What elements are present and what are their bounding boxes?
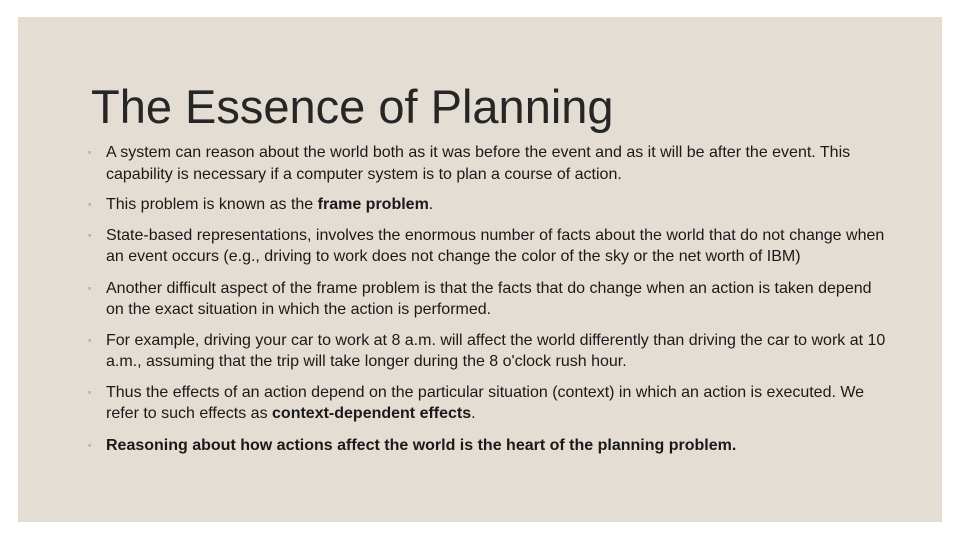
bullet-marker-icon: ◦ xyxy=(88,199,92,209)
bullet-list xyxy=(88,142,888,465)
bullet-marker-icon: ◦ xyxy=(88,147,92,157)
bullet-item xyxy=(88,278,888,321)
bullet-item xyxy=(88,330,888,373)
bullet-text: Thus the effects of an action depend on the particular situation (context) in which an action is executed. We refer to such effects as xyxy=(106,383,865,422)
bullet-item xyxy=(88,225,888,268)
bullet-bold-text: Reasoning about how actions affect the world is the heart of the planning problem. xyxy=(106,436,737,454)
bullet-marker-icon: ◦ xyxy=(88,229,92,240)
bullet-item xyxy=(88,142,888,185)
slide-title: The Essence of Planning xyxy=(91,80,614,133)
bullet-text: For example, driving your car to work at 8 a.m. will affect the world differently than driving the car to work at 10 a.m., assuming that the trip will take longer during the 8 o'clock rush hour. xyxy=(106,331,886,370)
bullet-text: A system can reason about the world both as it was before the event and as it will be after the event. This capability is necessary if a computer system is to plan a course of action. xyxy=(106,144,851,183)
bullet-text-end: . xyxy=(471,405,476,422)
bullet-marker-icon: ◦ xyxy=(88,439,92,450)
bullet-bold-text: context-dependent effects xyxy=(272,405,472,422)
bullet-text: Another difficult aspect of the frame problem is that the facts that do change when an action is taken depend on the exact situation in which the action is performed. xyxy=(106,279,872,318)
slide xyxy=(18,17,942,522)
bullet-text-end: . xyxy=(428,196,434,213)
bullet-item xyxy=(88,435,888,457)
bullet-marker-icon: ◦ xyxy=(88,282,92,293)
bullet-marker-icon: ◦ xyxy=(88,334,92,345)
bullet-marker-icon: ◦ xyxy=(88,386,92,397)
bullet-text: This problem is known as the xyxy=(106,196,318,213)
bullet-bold-text: frame problem xyxy=(317,196,429,213)
bullet-text: State-based representations, involves the enormous number of facts about the world that do not change when an event occurs (e.g., driving to work does not change the color of the sky or the net worth of IBM) xyxy=(106,226,885,265)
bullet-item xyxy=(88,194,888,216)
bullet-item xyxy=(88,382,888,425)
